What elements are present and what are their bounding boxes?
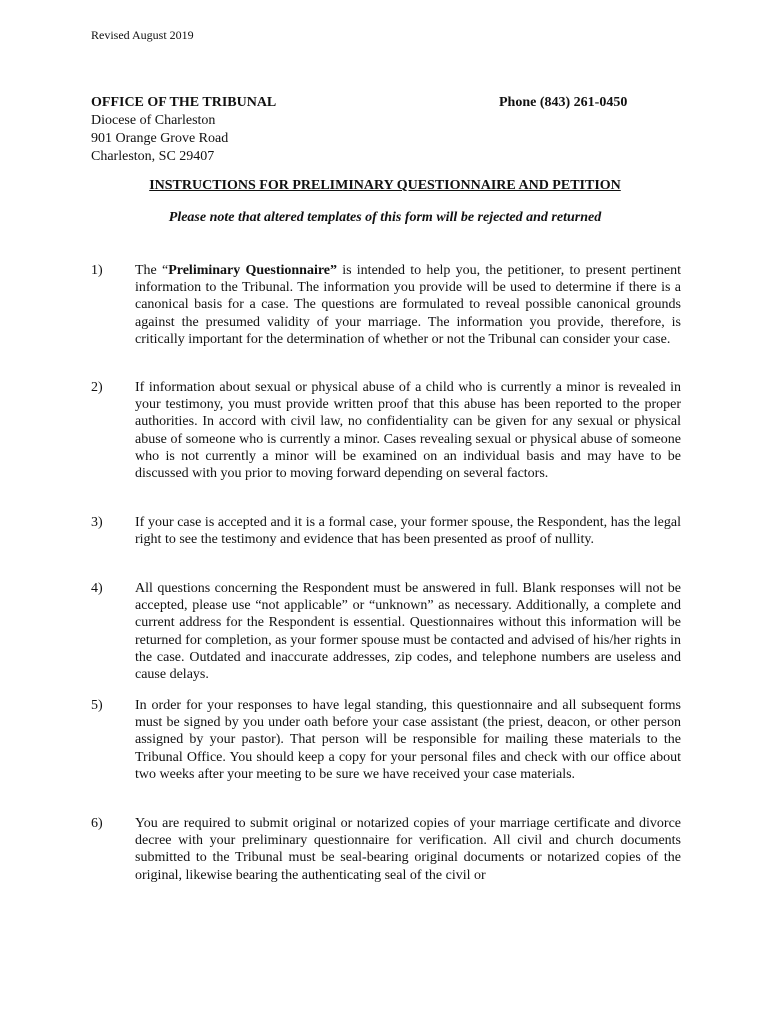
instruction-item-4 <box>91 580 681 683</box>
item-number: 5) <box>91 698 103 713</box>
office-name: OFFICE OF THE TRIBUNAL <box>91 95 277 110</box>
item-text: You are required to submit original or notarized copies of your marriage certificate and divorce decree with your preliminary questionnaire for verification. All civil and church documents submitted to the Tribunal must be seal-bearing original documents or notarized copies of the original, likewise bearing the authenticating seal of the civil or <box>135 816 681 883</box>
item-text: If your case is accepted and it is a formal case, your former spouse, the Respondent, has the legal right to see the testimony and evidence that has been presented as proof of nullity. <box>135 515 681 548</box>
item-text: All questions concerning the Respondent must be answered in full. Blank responses will not be accepted, please use “not applicable” or “unknown” as necessary. Additionally, a complete and current address for the Respondent is essential. Questionnaires without this information will be returned for completion, as your former spouse must be contacted and advised of his/her rights in the case. Outdated and inaccurate addresses, zip codes, and telephone numbers are useless and cause delays. <box>135 581 681 683</box>
item-number: 6) <box>91 816 103 831</box>
address-line: 901 Orange Grove Road <box>91 131 229 146</box>
revision-date: Revised August 2019 <box>91 28 194 42</box>
address-line: Charleston, SC 29407 <box>91 149 215 164</box>
template-warning-note: Please note that altered templates of this form will be rejected and returned <box>168 210 602 225</box>
phone-number: Phone (843) 261-0450 <box>499 95 628 110</box>
instruction-item-3 <box>91 514 681 548</box>
item-text: The “Preliminary Questionnaire” is intended to help you, the petitioner, to present pertinent information to the Tribunal. The information you provide will be used to determine if there is a canonical basis for a case. The questions are formulated to reveal possible canonical grounds against the presumed validity of your marriage. The information you provide, therefore, is critically important for the determination of whether or not the Tribunal can consider your case. <box>135 263 681 347</box>
instruction-item-5 <box>91 697 681 783</box>
emphasis-term: Preliminary Questionnaire” <box>168 263 338 278</box>
document-title: INSTRUCTIONS FOR PRELIMINARY QUESTIONNAIRE AND PETITION <box>149 178 621 193</box>
item-number: 4) <box>91 581 103 596</box>
address-line: Diocese of Charleston <box>91 113 216 128</box>
instruction-item-1 <box>91 262 681 348</box>
instruction-item-2 <box>91 379 681 482</box>
item-number: 2) <box>91 380 103 395</box>
office-address-block <box>91 94 276 166</box>
item-text: In order for your responses to have legal standing, this questionnaire and all subsequent forms must be signed by you under oath before your case assistant (the priest, deacon, or other person assigned by your pastor). That person will be responsible for mailing these materials to the Tribunal Office. You should keep a copy for your personal files and check with our office about two weeks after your meeting to be sure we have received your case materials. <box>135 698 681 782</box>
item-text: If information about sexual or physical abuse of a child who is currently a minor is revealed in your testimony, you must provide written proof that this abuse has been reported to the proper authorities. In accord with civil law, no confidentiality can be given for any sexual or physical abuse of someone who is currently a minor. Cases revealing sexual or physical abuse of someone who is not currently a minor will be examined on an individual basis and may have to be discussed with you prior to moving forward depending on several factors. <box>135 380 681 482</box>
item-number: 1) <box>91 263 103 278</box>
instruction-item-6 <box>91 815 681 884</box>
item-number: 3) <box>91 515 103 530</box>
